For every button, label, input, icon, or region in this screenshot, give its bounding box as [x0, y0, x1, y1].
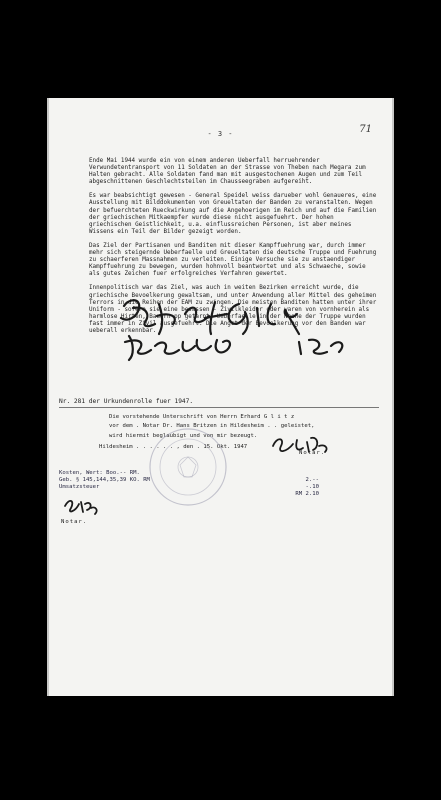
folio-number: 71	[359, 124, 372, 135]
fee-block	[59, 470, 319, 498]
paragraph: Das Ziel der Partisanen und Banditen mit dieser Kampffuehrung war, durch immer mehr sich steigernde Ueberfaelle und Greueltaten die deutsche Truppe und Fuehrung zu schaerferen Massnahmen zu verleiten. Einige Versuche sie zu anstaendiger Kampffuehrung zu bewegen, wurden hohnvoll beantwortet und als Schwaeche, sowie als gutes Zeichen fuer erfolgreiches Verfahren gewertet.	[89, 242, 380, 278]
fee-total: RM 2.10	[295, 491, 319, 497]
notary-label: Notar.	[61, 519, 88, 525]
scanned-page-frame	[47, 98, 394, 696]
certification-line-2: vor dem . Notar Dr. Hans Britzen in Hildesheim . . geleistet,	[109, 423, 315, 429]
fee-row	[59, 477, 319, 484]
certification-line-1: Die vorstehende Unterschrift von Herrn Erhard G l i t z	[109, 414, 295, 420]
fee-label: Kosten, Wert: Boo.-- RM.	[59, 470, 140, 476]
place-and-date: Hildesheim . . . . . . , den . 15. Okt. 1947	[99, 444, 248, 450]
notary-signature	[267, 432, 337, 462]
paragraph: Ende Mai 1944 wurde ein von einem anderen Ueberfall herruehrender Verwundetentransport von 11 Soldaten an der Strasse von Theben nach Megara zum Halten gebracht. Alle Soldaten fand man mit ausgestochenen Augen und zum Teil abgeschnittenen Geschlechtsteilen im Chausseegraben aufgereiht.	[89, 158, 370, 186]
divider-line	[59, 407, 379, 408]
fee-row	[59, 484, 319, 491]
deed-number: Nr. 281 der Urkundenrolle fuer 1947.	[59, 398, 194, 405]
paragraph: Es war beabsichtigt gewesen - General Speidel weiss darueber wohl Genaueres, eine Ausstellung mit Bilddokumenten von Greueltaten der Banden zu veranstalten. Wegen der befuerchteten Rueckwirkung auf die Angehoerigen im Reich und auf die Familien der griechischen Mitkaempfer wurde diese nicht ausgefuehrt. Der hohen griechischen Geistlichkeit, u.a. einflussreichen Personen, ist aber meines Wissens ein Teil der Bilder gezeigt worden.	[89, 193, 380, 235]
fee-amount	[279, 470, 319, 477]
page-number: - 3 -	[207, 130, 234, 138]
document-page	[49, 98, 392, 696]
certification-line-3: wird hiermit beglaubigt und von mir bezeugt.	[109, 433, 258, 439]
fee-notary-signature	[61, 496, 101, 518]
fee-amount: 2.--	[305, 477, 319, 483]
fee-row	[59, 470, 319, 477]
fee-amount: -.10	[305, 484, 319, 490]
handwritten-signature	[99, 294, 359, 364]
fee-label: Geb. § 145,144,35,39 KO. RM	[59, 477, 150, 483]
fee-label: Umsatzsteuer	[59, 484, 100, 490]
notary-label: Notar.	[299, 450, 326, 456]
paragraph: Innenpolitisch war das Ziel, was auch in weiten Bezirken erreicht wurde, die griechische Bevoelkerung gewaltsam, und unter Anwendung aller Mittel des geheimen Terrors in die Reihen der EAM zu zwingen. Die meisten Banditen hatten unter ihrer Uniform - sofern sie eine besassen - Zivilkleider oder waren von vornherein als harmlose Hirten, Bauern pp getarnt. Ueberfaelle in der Naehe der Truppe wurden fast immer in Zivil ausgefuehrt. Die Angst der Bevoelkerung vor den Banden war ueberall erkennbar.	[89, 285, 380, 334]
